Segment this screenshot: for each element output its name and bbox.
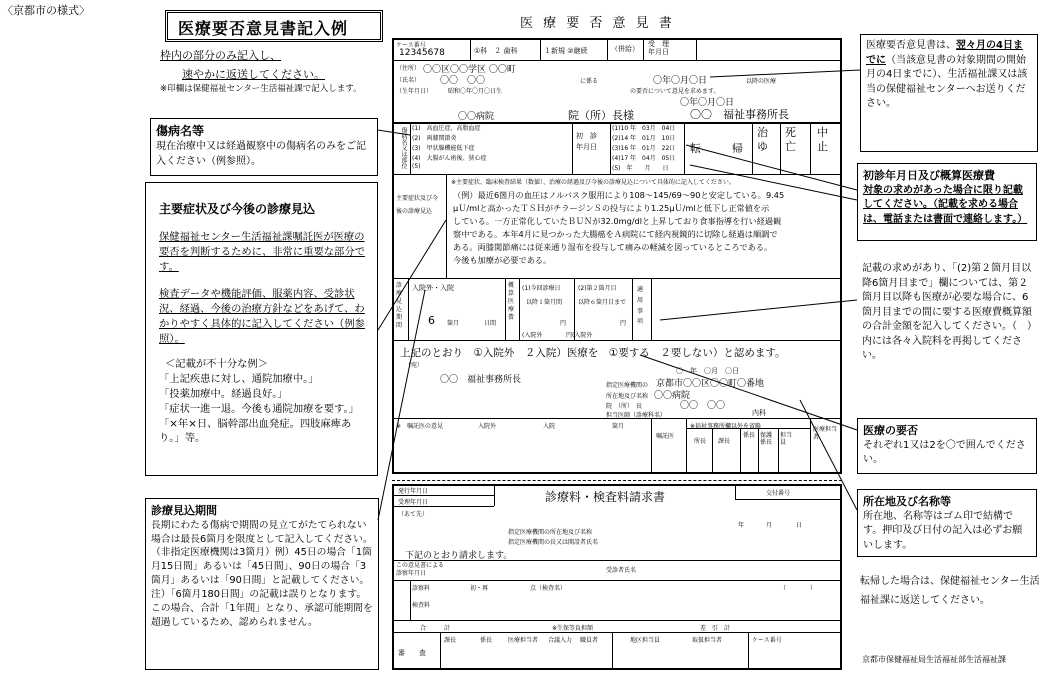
- inst-line-2: 指定医療機関の長又は開設者氏名: [508, 539, 599, 546]
- invoice-day: 日: [796, 522, 803, 529]
- diagnosis-1: (1) 高血圧症、高脂血症: [412, 125, 481, 132]
- stamp-note: ※印欄は保健福祉センター生活福祉課で記入します。: [160, 84, 362, 94]
- inst-name: 〇〇病院: [654, 391, 691, 401]
- stamp-col-2: 課長: [718, 438, 731, 445]
- inst-chief: 院 （所） 長: [606, 403, 643, 410]
- col-points: 点（検査名）: [530, 585, 567, 592]
- annotation-symptoms-p1: 保健福祉センター生活福祉課嘱託医が医療の要否を判断するために、非常に重要な部分です。: [159, 231, 365, 274]
- pending-field: （併給）: [611, 45, 639, 53]
- annotation-period-title: 診療見込期間: [151, 504, 217, 517]
- annotation-bad-example-2: 「投薬加療中。経過良好。」: [159, 387, 288, 400]
- outcome-transfer: 転: [690, 142, 701, 155]
- col-visit: 初・再: [470, 585, 489, 592]
- row-exam-fee: 診察料: [412, 585, 431, 592]
- annotation-period: [145, 498, 379, 670]
- date2: 〇年〇月〇日: [680, 98, 735, 108]
- cost-first-inout: (入院外: [522, 332, 543, 339]
- copay-label: ※生保等負担額: [552, 625, 594, 632]
- cost-second: (2)第２箇月目: [578, 285, 617, 292]
- annotation-deadline-date: 翌々月の4日までに: [866, 40, 1023, 66]
- doctor-label: 担当医師（診療科名）: [606, 412, 667, 419]
- date3: 〇 年 〇月 〇日: [676, 367, 739, 375]
- stamp-col-5: 担当員: [780, 432, 793, 447]
- delivery-box: [735, 484, 842, 500]
- address-value: 〇〇区〇〇学区 〇〇町: [423, 65, 516, 75]
- annotation-location: [857, 489, 1037, 557]
- symptom-line-1: （例）最近6箇月の血圧はノルバスク服用により108～145/69～90と安定している。9.45: [453, 190, 785, 200]
- diagnosis-2: (2) 両膝関節炎: [412, 135, 457, 142]
- symptom-line-4: 察中である。本年4月に見つかった大腸癌をＡ病院にて経内視鏡的に切除し経過は順調で: [453, 229, 778, 239]
- row-test-fee: 検査料: [412, 602, 431, 609]
- period-label: 診療見込期間: [396, 282, 403, 330]
- cost-first-sub: 以降１箇月間: [526, 299, 563, 306]
- first-date-4: (4)17 年 04月 05日: [612, 155, 676, 162]
- delivery-label: 交付番号: [766, 490, 791, 497]
- annotation-deadline: [860, 34, 1038, 152]
- annotation-first-visit-body: 対象の求めがあった場合に限り記載してください。（記載を求める場合は、電話または書面で連絡します。）: [863, 184, 1028, 225]
- invoice-year: 年: [738, 522, 745, 529]
- date-line: 〇年〇月〇日: [653, 76, 708, 86]
- intro-line-2: 速やかに返送してください。: [182, 68, 325, 81]
- annotation-symptoms-title: 主要症状及び今後の診療見込: [159, 202, 316, 216]
- footer-col-1: 課長: [444, 637, 457, 644]
- annotation-bad-example-3: 「症状一進一退。今後も通院加療を要す。」: [159, 402, 359, 415]
- cost-second-yen: 円: [620, 320, 627, 327]
- footer-col-6: 地区担当員: [630, 637, 661, 644]
- annotation-bad-example-4: 「×年×日、脳幹部出血発症。四肢麻痺あり。」等。: [159, 417, 352, 445]
- symptom-line-2: μＵ/mlと高かったＴＳＨがチラージンＳの投与により1.25μＵ/mlと低下し正常値を示: [453, 203, 770, 213]
- advice-col-2: 入院: [543, 423, 556, 430]
- annotation-diagnosis-body: 現在治療中又は経過観察中の傷病名のみをご記入ください（例参照）。: [156, 141, 366, 167]
- annotation-deadline-lead: 医療要否意見書は、: [866, 40, 956, 51]
- issue-date-label: 発行年月日: [398, 488, 429, 495]
- request-text: 以降の医療: [746, 78, 777, 85]
- form-title: 医 療 要 否 意 見 書: [520, 16, 675, 31]
- annotation-necessity-body: それぞれ1又は2を〇で囲んでください。: [863, 439, 1026, 466]
- diagnosis-5: (5): [412, 163, 421, 170]
- case-number: 12345678: [399, 48, 445, 58]
- footer-col-7: 取扱担当者: [692, 637, 723, 644]
- outcome-cured: 治ゆ: [757, 126, 768, 153]
- annotation-location-body: 所在地、名称等はゴム印で結構です。押印及び日付の記入は必ずお願いします。: [863, 510, 1023, 551]
- conclusion: 上記のとおり ①入院外 ２入院）医療を ①要する ２要しない）と認めます。: [400, 347, 786, 359]
- diagnosis-4: (4) 大腸がん術後、狭心症: [412, 155, 487, 162]
- invoice-review: 審 査: [398, 649, 426, 657]
- annotation-symptoms-bad-title: ＜記載が不十分な例＞: [165, 357, 268, 370]
- annotation-first-visit: [857, 163, 1037, 241]
- address-label: （住所）: [396, 65, 421, 72]
- footer-col-4: 合議入力: [548, 637, 573, 644]
- director-title: 院（所）長様: [568, 109, 634, 122]
- advice-col-3: 箇月: [612, 423, 625, 430]
- stamp-col-6: 医療担当者: [813, 426, 838, 441]
- annotation-cost: [857, 258, 1037, 382]
- inst-address: 京都市〇〇区〇〇町〇番地: [656, 379, 765, 389]
- annotation-bad-example-1: 「上記疾患に対し、通院加療中。」: [159, 372, 319, 385]
- inst-name-label: 所在地及び名称: [606, 393, 649, 400]
- opinion-request: の要否について意見を求めます。: [630, 88, 720, 95]
- first-visit-label: 初 診 年月日: [576, 132, 597, 152]
- first-date-3: (3)16 年 01月 22日: [612, 145, 676, 152]
- total-label: 合 計: [420, 625, 451, 632]
- months-unit: 箇月: [447, 320, 460, 327]
- outcome-death: 死亡: [785, 126, 796, 153]
- footer-col-5: 職員者: [580, 637, 599, 644]
- diag-label: 傷病名又は部位: [400, 127, 407, 169]
- stamp-note2: ※福祉事務所欄以外を省略: [690, 423, 762, 430]
- symptom-line-3: している。一方正常化していたＢＵＮが32.0mg/dlと上昇しており食事指導を行い経過観: [453, 216, 782, 226]
- example-title: 医療要否意見書記入例: [178, 19, 349, 38]
- inst-label: 指定医療機関の: [606, 382, 649, 389]
- advice-label: ※ 嘱託医の意見: [396, 423, 444, 430]
- received-label: 受 理 年月日: [648, 40, 669, 57]
- inout-select: 入院外・入院: [412, 284, 454, 292]
- usage-label: 適 用 事 項: [637, 286, 644, 326]
- cost-first-yen: 円: [560, 320, 567, 327]
- office2: 〇〇 福祉事務所長: [440, 375, 522, 385]
- case-number-label: ケース番号: [396, 42, 426, 49]
- annotation-necessity: [857, 418, 1037, 474]
- dob-label: （生年月日）: [396, 88, 433, 95]
- amount-circle: （ ）: [780, 585, 817, 592]
- first-date-2: (2)14 年 01月 10日: [612, 135, 676, 142]
- dept-field: ①科 ２ 歯科: [474, 47, 518, 55]
- days-unit: 日間: [484, 320, 497, 327]
- invoice-title: 診療料・検査料請求書: [545, 490, 666, 504]
- name-label: （氏名）: [396, 77, 421, 84]
- cut-line: [392, 480, 842, 481]
- diagnosis-3: (3) 甲状腺機能低下症: [412, 145, 475, 152]
- annotation-cost-body: 記載の求めがあり、「(2)第２箇月目以降6箇月目まで」欄については、第２箇月目以降も医療が必要な場合に、6箇月目までの間に要する医療費概算額の合計金額を記入してください。（ ）内には各々入院料を再掲してください。: [862, 263, 1032, 361]
- visit-field: １新規 ②継続: [544, 47, 588, 55]
- invoice-month: 月: [766, 522, 773, 529]
- patient-label: 受診者氏名: [606, 567, 637, 574]
- first-date-5: (5) 年 月 日: [612, 165, 669, 172]
- annotation-location-title: 所在地及び名称等: [863, 495, 951, 508]
- annotation-diagnosis: [150, 118, 378, 176]
- stamp-col-1: 所長: [694, 438, 707, 445]
- footer-col-3: 医療担当者: [508, 637, 539, 644]
- annotation-period-body: 長期にわたる傷病で期間の見立てがたてられない場合は最長6箇月を限度として記入してください。（非指定医療機関は3箇月）例）45日の場合「1箇月15日間」あるいは「45日間」、90日の場合「3箇月」あるいは「90日間」と記載してください。注）「6箇月180日間」の記載は誤りとなります。この場合、合計「1年間」となり、承認可能期間を超過しているため、認められません。: [151, 519, 373, 628]
- footer-col-2: 係長: [480, 637, 493, 644]
- review-label: 嘱託医: [656, 433, 675, 440]
- annotation-deadline-rest: （当該意見書の対象期間の開始月の4日までに）、生活福祉課又は該当の保健福祉センターへお送りください。: [866, 54, 1028, 109]
- hospital-name: 〇〇病院: [458, 112, 495, 122]
- dob-value: 昭和〇年〇月〇日生: [448, 88, 503, 95]
- first-date-1: (1)10 年 03月 04日: [612, 125, 676, 132]
- patient-name: 〇〇 〇〇: [440, 76, 486, 86]
- intro-line-1: 枠内の部分のみ記入し、: [160, 49, 281, 62]
- inst-line-1: 指定医療機関の所在地及び名称: [508, 529, 593, 536]
- stamp-col-3: 係長: [743, 432, 756, 439]
- symptom-line-5: ある。両膝関節痛には従来通り湿布を投与して痛みの軽減を図っているところである。: [453, 242, 773, 252]
- chief-name: 〇〇 〇〇: [680, 401, 726, 411]
- annotation-return: 転帰した場合は、保健福祉センター生活福祉課に返送してください。: [860, 576, 1040, 606]
- cost-second-sub: 以降６箇月目まで: [578, 299, 627, 306]
- symptom-label: 主要症状及び今後の診療見込: [396, 195, 439, 216]
- concerning-label: に係る: [580, 78, 599, 85]
- annotation-symptoms: [145, 182, 378, 476]
- outcome-return: 帰: [732, 142, 743, 155]
- deduct-label: 差 引 計: [700, 625, 731, 632]
- outcome-stop: 中止: [817, 126, 828, 153]
- addressee-label: （宛）: [405, 362, 424, 369]
- symptom-line-6: 今後も加療が必要である。: [453, 255, 552, 265]
- annotation-first-visit-title: 初診年月日及び概算医療費: [863, 169, 995, 182]
- cost-second-inout: 円(入院外: [566, 332, 593, 339]
- footer-right: 京都市保健福祉局生活福祉部生活福祉課: [862, 655, 1006, 664]
- cost-first: (1)今回診療日: [522, 285, 561, 292]
- office-name: 〇〇 福祉事務所長: [690, 108, 789, 121]
- example-title-box: [165, 10, 383, 42]
- invoice-to: （あて先）: [398, 511, 429, 518]
- symptom-text: [453, 189, 839, 267]
- symptom-note: ※主要症状、臨床検査結果（数値）、治療の経過及び今後の診療見込について具体的に記入してください。: [451, 179, 735, 186]
- doctor-dept: 内科: [752, 409, 766, 417]
- annotation-necessity-title: 医療の要否: [863, 424, 918, 437]
- stamp-col-4: 保護係長: [760, 432, 773, 447]
- annotation-diagnosis-title: 傷病名等: [156, 124, 205, 138]
- corner-label: 〈京都市の様式〉: [2, 4, 90, 17]
- cost-label: 概算医療費: [508, 282, 515, 322]
- exam-date-label: この意見書による 診察年月日: [396, 562, 445, 577]
- received-date-label: 受理年月日: [398, 499, 429, 506]
- footer-col-8: ケース番号: [752, 637, 782, 644]
- annotation-symptoms-p2: 検査データや機能評価、服薬内容、受診状況、経過、今後の治療方針などをあげて、わかりやすく具体的に記入してください（例参照）。: [159, 288, 365, 345]
- invoice-request: 下記のとおり請求します。: [405, 551, 513, 561]
- advice-col-1: 入院外: [478, 423, 497, 430]
- period-months: 6: [428, 314, 435, 327]
